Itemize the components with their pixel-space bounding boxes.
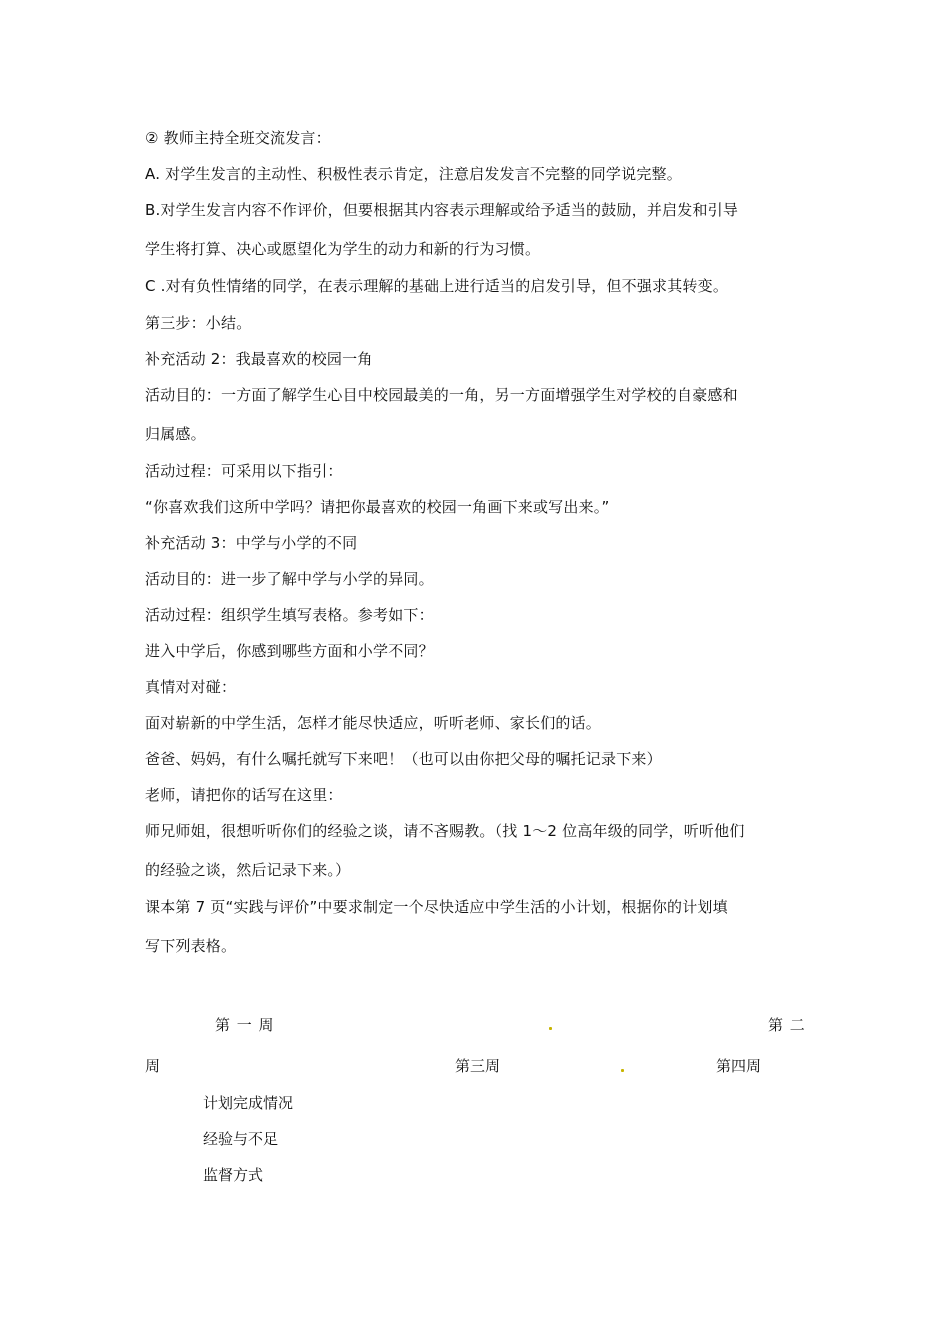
text-line: 真情对对碰： <box>145 678 237 696</box>
text-line: 学生将打算、决心或愿望化为学生的动力和新的行为习惯。 <box>145 240 541 258</box>
text-line: 写下列表格。 <box>145 937 237 955</box>
text-line: 面对崭新的中学生活，怎样才能尽快适应，听听老师、家长们的话。 <box>145 714 602 732</box>
text-line: 活动目的：一方面了解学生心目中校园最美的一角，另一方面增强学生对学校的自豪感和 <box>145 386 738 404</box>
table-row-label: 经验与不足 <box>203 1130 279 1148</box>
stray-mark <box>621 1069 624 1072</box>
text-line: 活动过程：可采用以下指引： <box>145 462 343 480</box>
text-line: 课本第 7 页“实践与评价”中要求制定一个尽快适应中学生活的小计划，根据你的计划填 <box>145 898 728 916</box>
table-header-week2-cont: 周 <box>145 1057 161 1075</box>
text-line: 归属感。 <box>145 425 206 443</box>
text-line: 爸爸、妈妈，有什么嘱托就写下来吧！（也可以由你把父母的嘱托记录下来） <box>145 750 662 768</box>
text-line: “你喜欢我们这所中学吗？请把你最喜欢的校园一角画下来或写出来。” <box>145 498 610 516</box>
table-header-week1: 第 一 周 <box>215 1016 275 1034</box>
table-header-week4: 第四周 <box>716 1057 762 1075</box>
text-line: 师兄师姐，很想听听你们的经验之谈，请不吝赐教。（找 1～2 位高年级的同学，听听他们 <box>145 822 745 840</box>
text-line: C .对有负性情绪的同学，在表示理解的基础上进行适当的启发引导，但不强求其转变。 <box>145 277 729 295</box>
text-line: B.对学生发言内容不作评价，但要根据其内容表示理解或给予适当的鼓励，并启发和引导 <box>145 201 739 219</box>
text-line: ② 教师主持全班交流发言： <box>145 129 331 147</box>
text-line: 活动目的：进一步了解中学与小学的异同。 <box>145 570 434 588</box>
text-line: 第三步：小结。 <box>145 314 252 332</box>
text-line: 补充活动 2：我最喜欢的校园一角 <box>145 350 373 368</box>
text-line: 活动过程：组织学生填写表格。参考如下： <box>145 606 434 624</box>
text-line: 老师，请把你的话写在这里： <box>145 786 343 804</box>
table-header-week2: 第 二 <box>768 1016 806 1034</box>
table-row-label: 监督方式 <box>203 1166 264 1184</box>
text-line: 补充活动 3：中学与小学的不同 <box>145 534 358 552</box>
text-line: A. 对学生发言的主动性、积极性表示肯定，注意启发发言不完整的同学说完整。 <box>145 165 682 183</box>
text-line: 的经验之谈，然后记录下来。） <box>145 861 351 879</box>
stray-mark <box>549 1027 552 1030</box>
text-line: 进入中学后，你感到哪些方面和小学不同？ <box>145 642 434 660</box>
table-row-label: 计划完成情况 <box>203 1094 294 1112</box>
table-header-week3: 第三周 <box>455 1057 501 1075</box>
